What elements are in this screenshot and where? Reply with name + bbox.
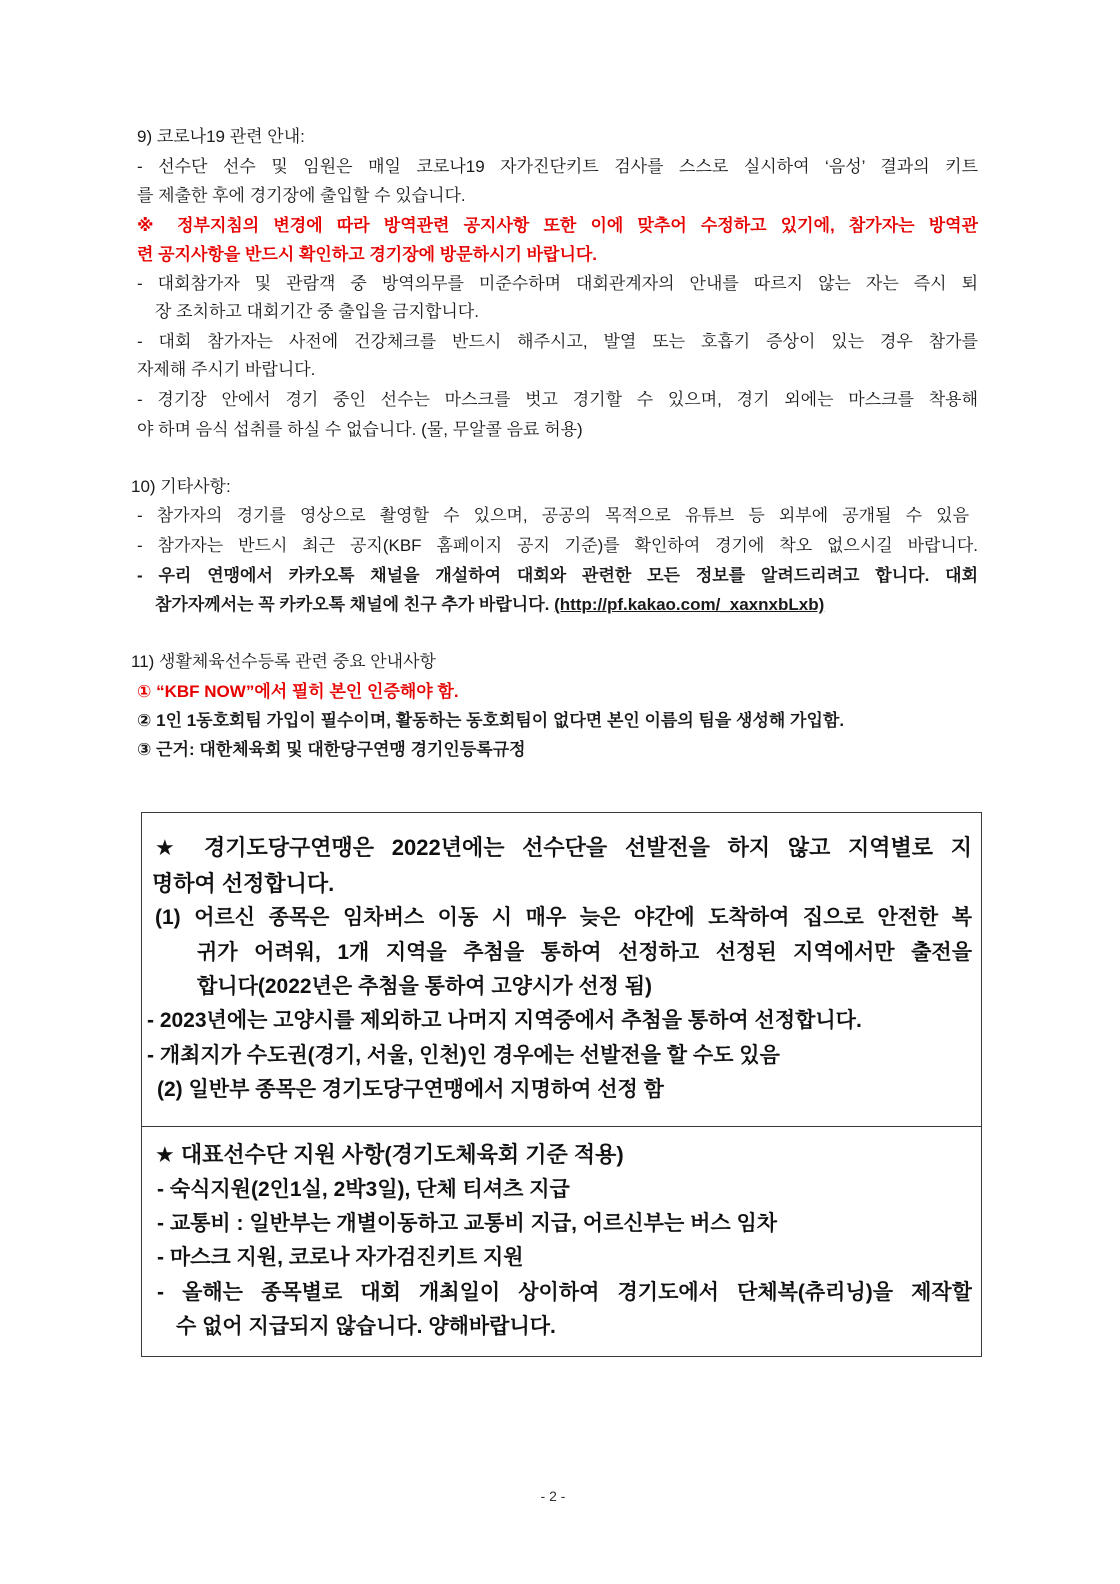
kakao-notice-text: 참가자께서는 꼭 카카오톡 채널에 친구 추가 바랍니다. xyxy=(155,595,555,614)
misc-line: - 참가자는 반드시 최근 공지(KBF 홈페이지 공지 기준)를 확인하여 경기에 착오 없으시길 바랍니다. xyxy=(137,536,978,555)
covid-line: 자제해 주시기 바랍니다. xyxy=(137,360,316,379)
support-line: - 교통비 : 일반부는 개별이동하고 교통비 지급, 어르신부는 버스 임차 xyxy=(157,1212,778,1235)
registration-item: ② 1인 1동호회팀 가입이 필수이며, 활동하는 동호회팀이 없다면 본인 이름의 팀을 생성해 가입함. xyxy=(137,711,845,730)
misc-line: - 참가자의 경기를 영상으로 촬영할 수 있으며, 공공의 목적으로 유튜브 등 외부에 공개될 수 있음 xyxy=(137,506,969,525)
support-line: - 올해는 종목별로 대회 개최일이 상이하여 경기도에서 단체복(츄리닝)을 제작할 xyxy=(157,1281,972,1304)
covid-line: - 경기장 안에서 경기 중인 선수는 마스크를 벗고 경기할 수 있으며, 경기 외에는 마스크를 착용해 xyxy=(137,390,978,409)
kakao-notice-line xyxy=(155,594,978,616)
registration-section-heading: 11) 생활체육선수등록 관련 중요 안내사항 xyxy=(131,652,436,671)
selection-line: 합니다(2022년은 추첨을 통하여 고양시가 선정 됨) xyxy=(197,975,653,998)
support-heading: ★ 대표선수단 지원 사항(경기도체육회 기준 적용) xyxy=(155,1142,624,1167)
selection-heading: 명하여 선정합니다. xyxy=(152,871,335,896)
misc-section-heading: 10) 기타사항: xyxy=(131,477,231,496)
registration-item: ③ 근거: 대한체육회 및 대한당구연맹 경기인등록규정 xyxy=(137,740,526,759)
support-line: - 마스크 지원, 코로나 자가검진키트 지원 xyxy=(157,1246,524,1269)
page-number: - 2 - xyxy=(540,1488,566,1504)
covid-line: - 대회참가자 및 관람객 중 방역의무를 미준수하며 대회관계자의 안내를 따르지 않는 자는 즉시 퇴 xyxy=(137,274,978,293)
kakao-channel-link[interactable]: (http://pf.kakao.com/_xaxnxbLxb) xyxy=(554,595,825,614)
covid-warning-line: 련 공지사항을 반드시 확인하고 경기장에 방문하시기 바랍니다. xyxy=(137,245,598,264)
kakao-notice-line: - 우리 연맹에서 카카오톡 채널을 개설하여 대회와 관련한 모든 정보를 알려드리려고 합니다. 대회 xyxy=(137,566,978,585)
covid-warning-line: ※ 정부지침의 변경에 따라 방역관련 공지사항 또한 이에 맞추어 수정하고 있기에, 참가자는 방역관 xyxy=(137,216,978,235)
covid-line: 장 조치하고 대회기간 중 출입을 금지합니다. xyxy=(155,302,479,321)
support-line: 수 없어 지급되지 않습니다. 양해바랍니다. xyxy=(176,1315,556,1338)
selection-line: (1) 어르신 종목은 임차버스 이동 시 매우 늦은 야간에 도착하여 집으로 안전한 복 xyxy=(155,906,972,929)
covid-section-heading: 9) 코로나19 관련 안내: xyxy=(137,127,305,146)
covid-line: - 대회 참가자는 사전에 건강체크를 반드시 해주시고, 발열 또는 호흡기 증상이 있는 경우 참가를 xyxy=(137,332,978,351)
selection-line: - 2023년에는 고양시를 제외하고 나머지 지역중에서 추첨을 통하여 선정합니다. xyxy=(147,1009,862,1032)
selection-line: - 개최지가 수도권(경기, 서울, 인천)인 경우에는 선발전을 할 수도 있음 xyxy=(147,1044,780,1067)
covid-line: - 선수단 선수 및 임원은 매일 코로나19 자가진단키트 검사를 스스로 실시하여 ‘음성’ 결과의 키트 xyxy=(137,157,978,176)
selection-line: 귀가 어려워, 1개 지역을 추첨을 통하여 선정하고 선정된 지역에서만 출전을 xyxy=(197,941,972,964)
notice-box-divider xyxy=(141,1126,982,1127)
support-line: - 숙식지원(2인1실, 2박3일), 단체 티셔츠 지급 xyxy=(157,1178,570,1201)
selection-heading: ★ 경기도당구연맹은 2022년에는 선수단을 선발전을 하지 않고 지역별로 지 xyxy=(155,835,972,860)
registration-item: ① “KBF NOW”에서 필히 본인 인증해야 함. xyxy=(137,682,459,701)
covid-line: 야 하며 음식 섭취를 하실 수 없습니다. (물, 무알콜 음료 허용) xyxy=(137,420,583,439)
covid-line: 를 제출한 후에 경기장에 출입할 수 있습니다. xyxy=(137,186,466,205)
selection-line: (2) 일반부 종목은 경기도당구연맹에서 지명하여 선정 함 xyxy=(157,1078,664,1101)
